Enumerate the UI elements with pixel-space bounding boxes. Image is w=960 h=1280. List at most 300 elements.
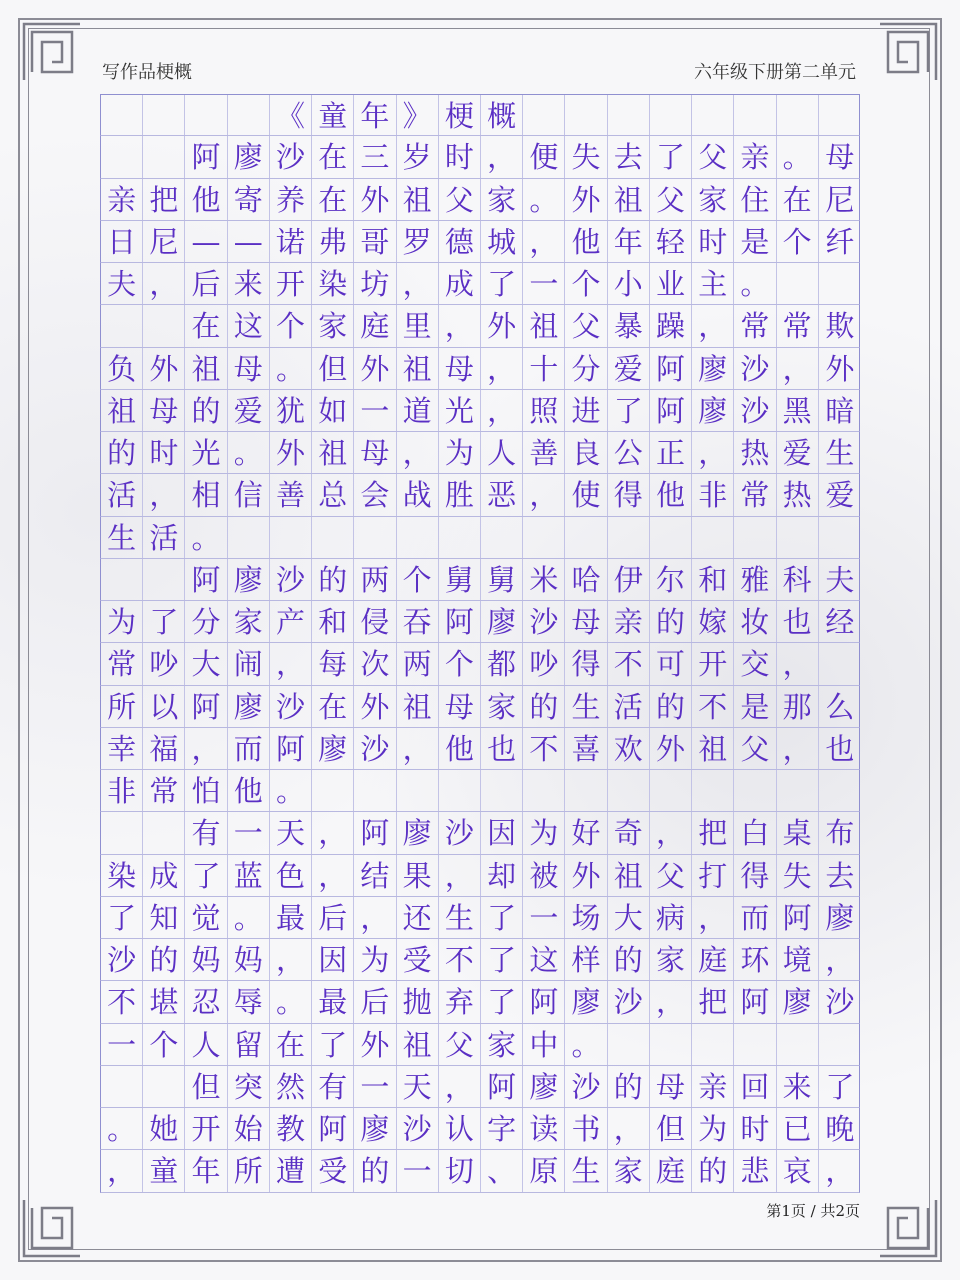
grid-row [100,559,860,601]
grid-row [100,643,860,685]
grid-cell: 日 [101,221,143,262]
grid-cell: ， [481,348,523,389]
grid-cell: 善 [270,474,312,515]
grid-cell: 弗 [312,221,354,262]
grid-cell: 热 [734,432,776,473]
grid-cell [650,770,692,811]
grid-cell: 年 [185,1150,227,1191]
grid-cell: 的 [608,939,650,980]
grid-cell: 闹 [228,643,270,684]
grid-cell: 外 [565,179,607,220]
grid-cell: 失 [565,136,607,177]
grid-cell: 了 [481,981,523,1022]
grid-cell: 结 [354,855,396,896]
grid-cell [608,517,650,558]
grid-cell: 。 [270,348,312,389]
grid-cell: 外 [354,686,396,727]
grid-cell: 因 [481,812,523,853]
grid-cell: 但 [185,1066,227,1107]
grid-cell: 人 [481,432,523,473]
grid-cell: 不 [523,728,565,769]
grid-cell: 了 [101,897,143,938]
grid-cell: 亲 [734,136,776,177]
grid-row [100,221,860,263]
grid-cell: 两 [354,559,396,600]
grid-cell: 色 [270,855,312,896]
grid-cell: 家 [481,179,523,220]
grid-cell: ， [397,432,439,473]
grid-cell: 始 [228,1108,270,1149]
grid-cell: 他 [565,221,607,262]
grid-cell: 的 [101,432,143,473]
grid-cell: 三 [354,136,396,177]
grid-cell [101,95,143,135]
grid-cell: 外 [354,1024,396,1065]
grid-cell: 了 [185,855,227,896]
grid-cell: 庭 [650,1150,692,1191]
grid-cell: 常 [143,770,185,811]
grid-cell: 最 [270,897,312,938]
grid-cell: 廖 [397,812,439,853]
grid-cell: 便 [523,136,565,177]
grid-cell: 分 [185,601,227,642]
grid-cell: 养 [270,179,312,220]
grid-cell: 沙 [734,348,776,389]
grid-cell: 道 [397,390,439,431]
grid-cell: 城 [481,221,523,262]
grid-cell: 一 [101,1024,143,1065]
grid-cell: 为 [523,812,565,853]
grid-cell: 生 [439,897,481,938]
grid-cell [397,517,439,558]
grid-cell: 廖 [777,981,819,1022]
grid-cell: 外 [481,305,523,346]
grid-cell: 廖 [692,390,734,431]
grid-cell: ， [143,263,185,304]
grid-row [100,517,860,559]
grid-cell: 科 [777,559,819,600]
grid-cell [101,1066,143,1107]
grid-cell: 开 [185,1108,227,1149]
grid-cell: ， [101,1150,143,1191]
grid-cell: 一 [523,263,565,304]
grid-cell: 回 [734,1066,776,1107]
grid-cell: 母 [565,601,607,642]
grid-cell: 一 [523,897,565,938]
grid-cell: 的 [692,1150,734,1191]
grid-cell [777,517,819,558]
grid-cell: 。 [185,517,227,558]
grid-cell: ， [439,1066,481,1107]
grid-cell: 他 [228,770,270,811]
grid-cell: 常 [734,305,776,346]
grid-cell: 爱 [825,478,855,513]
grid-cell: 不 [692,686,734,727]
grid-cell: 因 [312,939,354,980]
grid-cell: 》 [397,95,439,135]
grid-cell: 德 [439,221,481,262]
grid-cell [481,517,523,558]
grid-cell: 外 [650,728,692,769]
grid-cell: 非 [101,770,143,811]
grid-cell: 布 [825,816,855,851]
grid-cell: 在 [312,686,354,727]
grid-cell: 中 [523,1024,565,1065]
grid-cell: 去 [608,136,650,177]
grid-cell: 侵 [354,601,396,642]
grid-cell: 把 [692,981,734,1022]
grid-cell: ， [439,305,481,346]
grid-cell: 光 [185,432,227,473]
grid-cell: 父 [734,728,776,769]
grid-cell: 沙 [101,939,143,980]
grid-cell: 切 [439,1150,481,1191]
grid-cell: 留 [228,1024,270,1065]
grid-cell: 外 [354,348,396,389]
grid-cell: 非 [692,474,734,515]
grid-cell [819,643,861,684]
grid-cell: ， [143,474,185,515]
grid-cell: 为 [439,432,481,473]
grid-row [100,263,860,305]
grid-cell: 阿 [734,981,776,1022]
grid-cell [565,770,607,811]
grid-cell: 阿 [312,1108,354,1149]
grid-cell: 祖 [397,179,439,220]
header-title: 写作品梗概 [102,62,192,83]
grid-cell: 抛 [397,981,439,1022]
grid-cell: 阿 [650,348,692,389]
grid-cell: 他 [439,728,481,769]
grid-cell [270,517,312,558]
grid-cell: 祖 [608,179,650,220]
grid-cell: 外 [143,348,185,389]
grid-cell [354,770,396,811]
grid-cell: 祖 [523,305,565,346]
grid-cell: 尔 [650,559,692,600]
grid-cell: 尼 [825,182,855,217]
grid-cell: 沙 [270,559,312,600]
grid-cell: 沙 [397,1108,439,1149]
grid-cell: 父 [650,179,692,220]
grid-cell: 廖 [228,686,270,727]
grid-cell: 大 [608,897,650,938]
grid-cell [819,517,861,558]
grid-cell [819,263,861,304]
grid-cell: 黑 [777,390,819,431]
grid-cell: ， [777,728,819,769]
grid-cell: 境 [777,939,819,980]
grid-cell: 还 [397,897,439,938]
grid-cell [734,517,776,558]
grid-cell: ， [312,855,354,896]
grid-cell: 父 [650,855,692,896]
grid-cell: 一 [354,390,396,431]
grid-cell: 环 [734,939,776,980]
grid-cell: 个 [777,221,819,262]
grid-cell: 次 [354,643,396,684]
grid-cell: 了 [608,390,650,431]
corner-ornament-bottom-right [876,1196,940,1260]
grid-cell [692,517,734,558]
grid-cell [734,770,776,811]
grid-cell: 把 [143,179,185,220]
grid-cell [565,95,607,135]
grid-cell: 天 [397,1066,439,1107]
grid-cell: 父 [692,136,734,177]
grid-cell [608,1024,650,1065]
grid-cell: 纤 [825,224,855,259]
grid-cell: 两 [397,643,439,684]
grid-cell [734,1024,776,1065]
grid-cell [608,770,650,811]
grid-cell: 而 [734,897,776,938]
grid-cell: 已 [777,1108,819,1149]
grid-cell: 生 [101,517,143,558]
grid-row [100,432,860,474]
grid-cell: 祖 [185,348,227,389]
grid-cell: 果 [397,855,439,896]
grid-cell [143,559,185,600]
header-unit: 六年级下册第二单元 [694,62,856,83]
grid-cell: 。 [270,770,312,811]
grid-cell: 可 [650,643,692,684]
grid-cell: 外 [825,351,855,386]
grid-cell: 个 [143,1024,185,1065]
grid-cell: 生 [565,686,607,727]
grid-cell: 为 [101,601,143,642]
grid-cell: 阿 [185,686,227,727]
grid-cell: 廖 [228,136,270,177]
grid-cell: 时 [734,1108,776,1149]
grid-cell: 。 [101,1108,143,1149]
grid-cell: 母 [143,390,185,431]
grid-cell: 为 [354,939,396,980]
grid-cell: 母 [354,432,396,473]
grid-cell: 童 [143,1150,185,1191]
grid-cell [143,812,185,853]
grid-cell: 沙 [825,985,855,1020]
grid-cell: 一 [228,812,270,853]
grid-cell: 、 [481,1150,523,1191]
grid-cell: 善 [523,432,565,473]
grid-cell: 他 [650,474,692,515]
grid-cell: 阿 [777,897,819,938]
grid-cell [692,770,734,811]
grid-cell: 哥 [354,221,396,262]
grid-cell: ， [692,432,734,473]
grid-cell: 年 [608,221,650,262]
grid-cell: 父 [565,305,607,346]
grid-cell: 开 [692,643,734,684]
grid-cell [819,95,861,135]
grid-cell: 家 [608,1150,650,1191]
grid-cell: 病 [650,897,692,938]
grid-cell: 尼 [143,221,185,262]
grid-row [100,348,860,390]
grid-cell: 外 [354,179,396,220]
grid-cell: 打 [692,855,734,896]
grid-cell: 岁 [397,136,439,177]
grid-cell: ， [481,390,523,431]
grid-cell: 受 [397,939,439,980]
grid-cell: 时 [143,432,185,473]
grid-cell: 不 [101,981,143,1022]
grid-cell: 时 [692,221,734,262]
grid-cell: 雅 [734,559,776,600]
grid-cell: 了 [143,601,185,642]
grid-cell: 的 [650,686,692,727]
grid-cell: 祖 [397,1024,439,1065]
grid-cell: 祖 [397,348,439,389]
grid-cell: 经 [825,605,855,639]
corner-ornament-bottom-left [20,1196,84,1260]
grid-cell: 家 [228,601,270,642]
grid-cell: 个 [397,559,439,600]
grid-cell: 照 [523,390,565,431]
grid-cell: 米 [523,559,565,600]
grid-cell [777,1024,819,1065]
grid-row [100,939,860,981]
grid-cell: 个 [439,643,481,684]
grid-cell: 的 [650,601,692,642]
grid-cell: 的 [312,559,354,600]
grid-cell: 幸 [101,728,143,769]
grid-cell: 悲 [734,1150,776,1191]
grid-cell: 母 [650,1066,692,1107]
grid-cell: 后 [185,263,227,304]
grid-cell: 廖 [825,900,855,935]
grid-row [100,390,860,432]
grid-cell: 廖 [481,601,523,642]
grid-cell: 产 [270,601,312,642]
grid-cell: 外 [565,855,607,896]
grid-cell: 吞 [397,601,439,642]
grid-cell: 战 [397,474,439,515]
grid-cell: 有 [312,1066,354,1107]
grid-cell: ， [825,1154,855,1189]
grid-cell: ， [523,474,565,515]
grid-cell: ， [608,1108,650,1149]
grid-cell: 业 [650,263,692,304]
grid-cell [692,95,734,135]
grid-cell: 遭 [270,1150,312,1191]
grid-cell: 时 [439,136,481,177]
grid-cell: 忍 [185,981,227,1022]
grid-cell: 场 [565,897,607,938]
grid-cell: 热 [777,474,819,515]
grid-cell: 福 [143,728,185,769]
grid-cell: 罗 [397,221,439,262]
grid-cell: 奇 [608,812,650,853]
grid-cell: 常 [101,643,143,684]
grid-row [100,1150,860,1192]
grid-cell: 成 [439,263,481,304]
grid-cell: 样 [565,939,607,980]
grid-cell [819,1024,861,1065]
grid-cell [101,136,143,177]
grid-cell: 嫁 [692,601,734,642]
grid-cell [734,95,776,135]
grid-cell: 妆 [734,601,776,642]
grid-cell: 那 [777,686,819,727]
grid-cell: 不 [608,643,650,684]
grid-cell: 和 [692,559,734,600]
grid-cell: 了 [481,939,523,980]
grid-cell: 而 [228,728,270,769]
grid-cell: 沙 [439,812,481,853]
grid-cell: 阿 [481,1066,523,1107]
grid-cell: 相 [185,474,227,515]
grid-cell: 不 [439,939,481,980]
grid-cell [143,1066,185,1107]
grid-cell [143,136,185,177]
grid-cell: 喜 [565,728,607,769]
grid-cell: 廖 [354,1108,396,1149]
grid-cell: 个 [565,263,607,304]
grid-cell [777,770,819,811]
grid-cell: 正 [650,432,692,473]
grid-cell [185,95,227,135]
grid-row [100,1108,860,1150]
grid-cell: 光 [439,390,481,431]
grid-cell: 这 [228,305,270,346]
grid-cell [228,517,270,558]
grid-cell: ， [397,263,439,304]
grid-cell: 然 [270,1066,312,1107]
grid-cell: 暴 [608,305,650,346]
grid-cell: ， [692,897,734,938]
grid-row [100,601,860,643]
grid-cell: 也 [777,601,819,642]
grid-cell: 后 [312,897,354,938]
grid-cell: 沙 [270,136,312,177]
grid-row [100,855,860,897]
grid-cell: 爱 [608,348,650,389]
grid-cell: 的 [523,686,565,727]
grid-cell: 阿 [523,981,565,1022]
grid-row [100,474,860,516]
grid-cell: 都 [481,643,523,684]
grid-cell: 常 [734,474,776,515]
grid-cell: 弃 [439,981,481,1022]
grid-cell: 庭 [354,305,396,346]
grid-cell: ， [354,897,396,938]
grid-cell: 妈 [228,939,270,980]
grid-cell: 。 [270,981,312,1022]
grid-cell: 会 [354,474,396,515]
grid-cell: ， [270,939,312,980]
grid-cell: 了 [481,897,523,938]
grid-cell: 欺 [825,309,855,344]
grid-cell: 怕 [185,770,227,811]
grid-cell: 把 [692,812,734,853]
grid-cell: 了 [825,1069,855,1104]
grid-cell: 的 [143,939,185,980]
grid-cell [565,517,607,558]
grid-cell [819,770,861,811]
grid-cell: 为 [692,1108,734,1149]
grid-cell: 祖 [692,728,734,769]
grid-cell: 伊 [608,559,650,600]
grid-cell: 也 [825,731,855,766]
grid-cell: 沙 [523,601,565,642]
grid-cell: ， [692,305,734,346]
grid-cell: 突 [228,1066,270,1107]
grid-cell [439,770,481,811]
grid-cell: ， [312,812,354,853]
grid-cell: 了 [312,1024,354,1065]
